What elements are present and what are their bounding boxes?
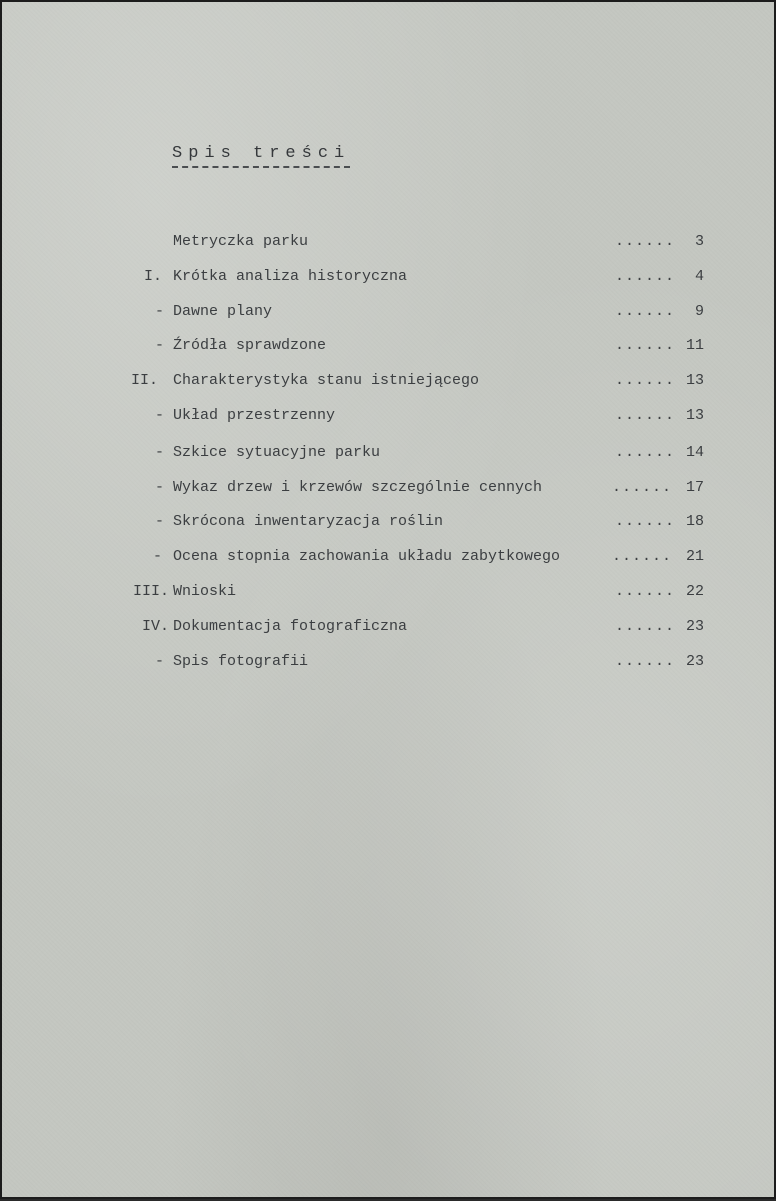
toc-entry-marker: II. — [130, 372, 158, 389]
toc-entry-page-number: 21 — [686, 548, 705, 565]
toc-entry — [2, 302, 776, 322]
toc-entry-label: Źródła sprawdzone — [173, 337, 327, 354]
toc-entry-label: Dawne plany — [173, 303, 273, 320]
toc-entry — [2, 617, 776, 637]
toc-entry — [2, 443, 776, 463]
page-title: Spis treści — [172, 144, 350, 168]
toc-entry-marker: I. — [143, 268, 162, 285]
toc-entry — [2, 267, 776, 287]
toc-entry-page-number: 13 — [686, 407, 705, 424]
toc-entry-leader-dots: ...... — [612, 479, 673, 496]
toc-entry-marker: - — [154, 513, 164, 530]
toc-entry-leader-dots: ...... — [615, 303, 676, 320]
toc-entry-page-number: 13 — [686, 372, 705, 389]
toc-entry-label: Metryczka parku — [173, 233, 309, 250]
toc-entry-marker: - — [154, 337, 164, 354]
toc-entry — [2, 478, 776, 498]
toc-entry-label: Ocena stopnia zachowania układu zabytkowego — [173, 548, 561, 565]
toc-entry-leader-dots: ...... — [615, 233, 676, 250]
toc-entry-marker: - — [154, 303, 164, 320]
toc-entry-leader-dots: ...... — [615, 372, 676, 389]
toc-entry-label: Krótka analiza historyczna — [173, 268, 408, 285]
toc-entry-label: Wykaz drzew i krzewów szczególnie cennych — [173, 479, 543, 496]
toc-entry-marker: - — [154, 479, 164, 496]
toc-entry-page-number: 11 — [686, 337, 705, 354]
toc-entry-page-number: 9 — [695, 303, 705, 320]
toc-entry-page-number: 22 — [686, 583, 705, 600]
toc-entry-leader-dots: ...... — [612, 548, 673, 565]
toc-entry-page-number: 3 — [695, 233, 705, 250]
toc-entry-label: Spis fotografii — [173, 653, 309, 670]
toc-entry — [2, 406, 776, 426]
toc-entry-marker: - — [154, 407, 164, 424]
toc-entry-label: Skrócona inwentaryzacja roślin — [173, 513, 444, 530]
toc-entry-leader-dots: ...... — [615, 513, 676, 530]
table-of-contents — [2, 2, 776, 1201]
toc-entry-page-number: 14 — [686, 444, 705, 461]
toc-entry-marker: - — [154, 653, 164, 670]
toc-entry — [2, 652, 776, 672]
toc-entry — [2, 582, 776, 602]
toc-entry-marker: III. — [132, 583, 169, 600]
toc-entry-marker: - — [152, 548, 162, 565]
toc-entry-label: Układ przestrzenny — [173, 407, 336, 424]
toc-entry-marker: IV. — [141, 618, 169, 635]
toc-entry-page-number: 18 — [686, 513, 705, 530]
toc-entry-label: Charakterystyka stanu istniejącego — [173, 372, 480, 389]
toc-entry — [2, 512, 776, 532]
toc-entry — [2, 232, 776, 252]
toc-entry-label: Dokumentacja fotograficzna — [173, 618, 408, 635]
toc-entry-leader-dots: ...... — [615, 583, 676, 600]
toc-entry-page-number: 23 — [686, 653, 705, 670]
toc-entry-label: Szkice sytuacyjne parku — [173, 444, 381, 461]
toc-entry — [2, 547, 776, 567]
toc-entry-page-number: 23 — [686, 618, 705, 635]
toc-entry-page-number: 17 — [686, 479, 705, 496]
toc-entry-leader-dots: ...... — [615, 618, 676, 635]
toc-entry-leader-dots: ...... — [615, 653, 676, 670]
toc-entry-leader-dots: ...... — [615, 268, 676, 285]
toc-entry-page-number: 4 — [695, 268, 705, 285]
toc-entry-label: Wnioski — [173, 583, 237, 600]
toc-entry-leader-dots: ...... — [615, 444, 676, 461]
toc-entry — [2, 336, 776, 356]
toc-entry-leader-dots: ...... — [615, 337, 676, 354]
toc-entry — [2, 371, 776, 391]
toc-entry-leader-dots: ...... — [615, 407, 676, 424]
toc-entry-marker: - — [154, 444, 164, 461]
